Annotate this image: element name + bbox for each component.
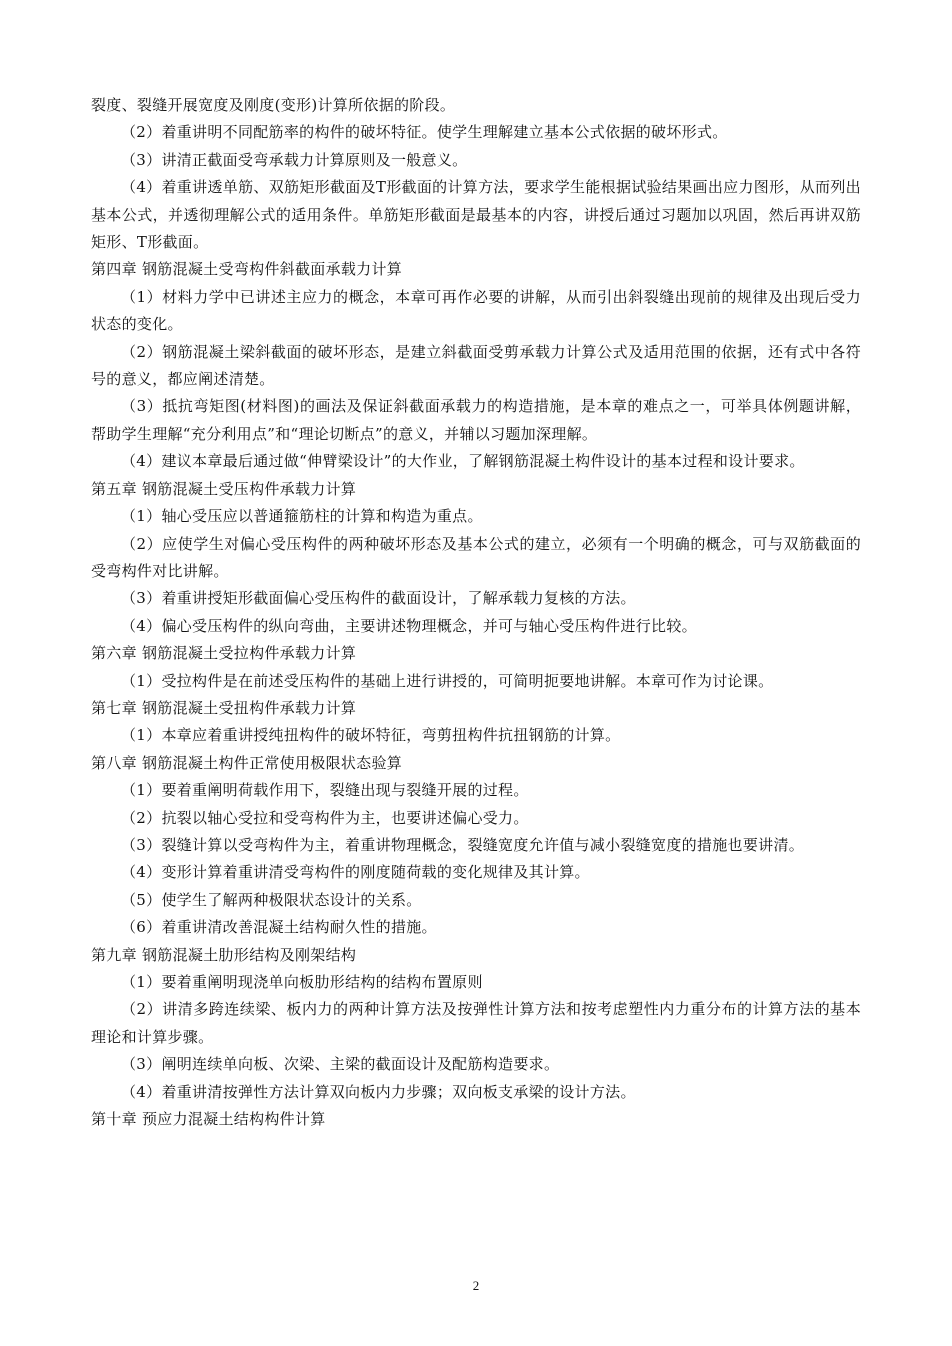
list-item: （1）材料力学中已讲述主应力的概念，本章可再作必要的讲解，从而引出斜裂缝出现前的规律及出现后受力状态的变化。 (91, 287, 861, 334)
list-item: （4）偏心受压构件的纵向弯曲，主要讲述物理概念，并可与轴心受压构件进行比较。 (121, 616, 697, 635)
chapter-heading: 第八章 钢筋混凝土构件正常使用极限状态验算 (91, 753, 403, 772)
chapter-heading: 第六章 钢筋混凝土受拉构件承载力计算 (91, 644, 357, 663)
list-item: （4）建议本章最后通过做“伸臂梁设计”的大作业，了解钢筋混凝土构件设计的基本过程和设计要求。 (121, 452, 805, 471)
chapter-heading: 第五章 钢筋混凝土受压构件承载力计算 (91, 479, 357, 498)
list-item: （2）抗裂以轴心受拉和受弯构件为主，也要讲述偏心受力。 (121, 808, 529, 827)
list-item: （2）着重讲明不同配筋率的构件的破坏特征。使学生理解建立基本公式依据的破坏形式。 (121, 123, 728, 142)
list-item: （4）着重讲透单筋、双筋矩形截面及T形截面的计算方法，要求学生能根据试验结果画出应力图形，从而列出基本公式，并透彻理解公式的适用条件。单筋矩形截面是最基本的内容，讲授后通过习题加以巩固，然后再讲双筋矩形、T形截面。 (91, 178, 861, 252)
list-item: （1）受拉构件是在前述受压构件的基础上进行讲授的，可简明扼要地讲解。本章可作为讨论课。 (121, 671, 774, 690)
list-item: （2）讲清多跨连续梁、板内力的两种计算方法及按弹性计算方法和按考虑塑性内力重分布的计算方法的基本理论和计算步骤。 (91, 1000, 861, 1046)
list-item: （2）钢筋混凝土梁斜截面的破坏形态，是建立斜截面受剪承载力计算公式及适用范围的依据，还有式中各符号的意义，都应阐述清楚。 (91, 342, 861, 389)
list-item: （3）着重讲授矩形截面偏心受压构件的截面设计，了解承载力复核的方法。 (121, 589, 636, 608)
list-item: （5）使学生了解两种极限状态设计的关系。 (121, 890, 422, 909)
chapter-heading: 第七章 钢筋混凝土受扭构件承载力计算 (91, 698, 357, 717)
list-item: （3）抵抗弯矩图(材料图)的画法及保证斜截面承载力的构造措施，是本章的难点之一，可举具体例题讲解，帮助学生理解“充分利用点”和“理论切断点”的意义，并辅以习题加深理解。 (91, 397, 861, 443)
list-item: （4）变形计算着重讲清受弯构件的刚度随荷载的变化规律及其计算。 (121, 863, 590, 882)
page-body (91, 92, 861, 1133)
list-item: （4）着重讲清按弹性方法计算双向板内力步骤；双向板支承梁的设计方法。 (121, 1082, 636, 1101)
chapter-heading: 第十章 预应力混凝土结构构件计算 (91, 1110, 326, 1129)
list-item: （3）裂缝计算以受弯构件为主，着重讲物理概念，裂缝宽度允许值与减小裂缝宽度的措施也要讲清。 (121, 835, 805, 854)
list-item: （3）阐明连续单向板、次梁、主梁的截面设计及配筋构造要求。 (121, 1055, 560, 1074)
list-item: （3）讲清正截面受弯承载力计算原则及一般意义。 (121, 150, 468, 169)
list-item: （1）本章应着重讲授纯扭构件的破坏特征，弯剪扭构件抗扭钢筋的计算。 (121, 726, 621, 745)
paragraph-continuation: 裂度、裂缝开展宽度及刚度(变形)计算所依据的阶段。 (91, 96, 456, 114)
chapter-heading: 第九章 钢筋混凝土肋形结构及刚架结构 (91, 945, 357, 964)
chapter-heading: 第四章 钢筋混凝土受弯构件斜截面承载力计算 (91, 260, 403, 279)
list-item: （2）应使学生对偏心受压构件的两种破坏形态及基本公式的建立，必须有一个明确的概念，可与双筋截面的受弯构件对比讲解。 (91, 534, 861, 580)
page-number: 2 (472, 1278, 480, 1293)
list-item: （1）要着重阐明现浇单向板肋形结构的结构布置原则 (121, 973, 483, 991)
list-item: （1）要着重阐明荷载作用下，裂缝出现与裂缝开展的过程。 (121, 781, 529, 800)
list-item: （1）轴心受压应以普通箍筋柱的计算和构造为重点。 (121, 507, 483, 526)
list-item: （6）着重讲清改善混凝土结构耐久性的措施。 (121, 918, 437, 937)
